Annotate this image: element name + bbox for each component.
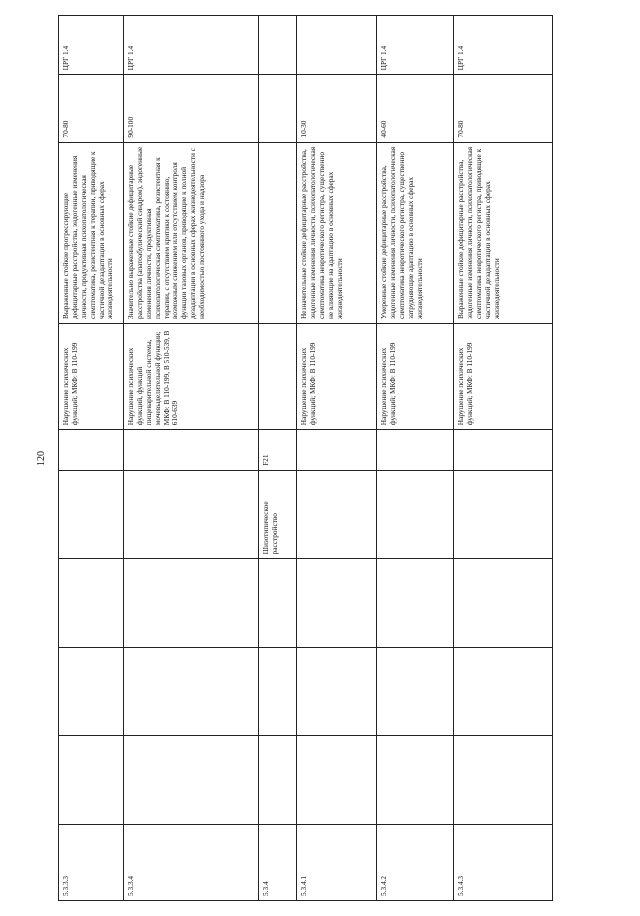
empty-cell: [377, 559, 454, 648]
empty-cell: [259, 736, 297, 825]
empty-cell: [59, 647, 124, 736]
percent-cell: 70-80: [454, 75, 553, 142]
mkb-code-cell: F21: [259, 430, 297, 471]
empty-cell: [124, 647, 259, 736]
empty-cell: [59, 736, 124, 825]
function-cell: [259, 324, 297, 430]
disease-name-cell: [124, 470, 259, 559]
percent-cell: 70-80: [59, 75, 124, 142]
criteria-cell: ЦРГ 1.4: [124, 16, 259, 75]
code-cell: 5.3.3.4: [124, 824, 259, 900]
description-cell: Умеренные стойкие дефицитарные расстройства, эндогенные изменения личности, психопатологическая симптоматика невротического регистра, существенно затрудняющие адаптацию в основных сферах жизнедеятельности: [377, 142, 454, 323]
code-cell: 5.3.3.3: [59, 824, 124, 900]
empty-cell: [259, 559, 297, 648]
description-cell: Незначительные стойкие дефицитарные расстройства, эндогенные изменения личности, психопатологическая симптоматика невротического регистра, существенно не влияющие на адаптацию в основных сферах жизнедеятельности: [297, 142, 377, 323]
criteria-cell: [259, 16, 297, 75]
percent-cell: 90-100: [124, 75, 259, 142]
criteria-cell: ЦРГ 1.4: [59, 16, 124, 75]
function-cell: Нарушение психических функций; МКФ: В 110-199: [59, 324, 124, 430]
empty-cell: [297, 559, 377, 648]
table-row: [297, 16, 377, 901]
description-cell: Выраженные стойкие дефицитарные расстройства, эндогенные изменения личности, психопатологическая симптоматика невротического регистра, приводящие к частичной дезадаптации в основных сферах жизнедеятельности: [454, 142, 553, 323]
empty-cell: [454, 559, 553, 648]
code-cell: 5.3.4: [259, 824, 297, 900]
empty-cell: [59, 559, 124, 648]
criteria-cell: ЦРГ 1.4: [377, 16, 454, 75]
empty-cell: [377, 647, 454, 736]
criteria-cell: ЦРГ 1.4: [454, 16, 553, 75]
mkb-code-cell: [377, 430, 454, 471]
mkb-code-cell: [124, 430, 259, 471]
table-row: [454, 16, 553, 901]
percent-cell: 40-60: [377, 75, 454, 142]
percent-cell: 10-30: [297, 75, 377, 142]
empty-cell: [454, 736, 553, 825]
function-cell: Нарушение психических функций, функций пищеварительной системы, мочевыделительной функции; МКФ: В 110-199, В 510-539, В 610-639: [124, 324, 259, 430]
table-row: [377, 16, 454, 901]
description-cell: Выраженные стойкие прогрессирующие дефицитарные расстройства, эндогенные изменения личности, продуктивная психопатологическая симптоматика, резистентная к терапии, приводящие к частичной дезадаптации в основных сферах жизнедеятельности: [59, 142, 124, 323]
criteria-cell: [297, 16, 377, 75]
description-cell: Значительно выраженные стойкие дефицитарные расстройства (апатоабулический синдром), эндогенные изменения личности, продуктивная психопатологическая симптоматика, резистентная к терапии, с отсутствием критики к состоянию, возможным снижением или отсутствием контроля функции тазовых органов, приводящие к полной дезадаптации в основных сферах жизнедеятельности с необходимостью постоянного ухода и надзора: [124, 142, 259, 323]
rotated-table-container: [58, 15, 552, 901]
mkb-code-cell: [297, 430, 377, 471]
table-row: [124, 16, 259, 901]
disease-name-cell: [59, 470, 124, 559]
empty-cell: [377, 736, 454, 825]
disease-name-cell: [454, 470, 553, 559]
code-cell: 5.3.4.3: [454, 824, 553, 900]
percent-cell: [259, 75, 297, 142]
code-cell: 5.3.4.2: [377, 824, 454, 900]
description-cell: [259, 142, 297, 323]
page-number: 120: [36, 451, 47, 466]
empty-cell: [297, 736, 377, 825]
empty-cell: [454, 647, 553, 736]
empty-cell: [124, 736, 259, 825]
disease-name-cell: [297, 470, 377, 559]
classification-table: [58, 15, 553, 901]
empty-cell: [297, 647, 377, 736]
empty-cell: [259, 647, 297, 736]
mkb-code-cell: [454, 430, 553, 471]
function-cell: Нарушение психических функций; МКФ: В 110-199: [454, 324, 553, 430]
disease-name-cell: [377, 470, 454, 559]
mkb-code-cell: [59, 430, 124, 471]
code-cell: 5.3.4.1: [297, 824, 377, 900]
empty-cell: [124, 559, 259, 648]
disease-name-cell: Шизотипическое расстройство: [259, 470, 297, 559]
function-cell: Нарушение психических функций; МКФ: В 110-199: [297, 324, 377, 430]
function-cell: Нарушение психических функций; МКФ: В 110-199: [377, 324, 454, 430]
table-row: [59, 16, 124, 901]
table-row: [259, 16, 297, 901]
